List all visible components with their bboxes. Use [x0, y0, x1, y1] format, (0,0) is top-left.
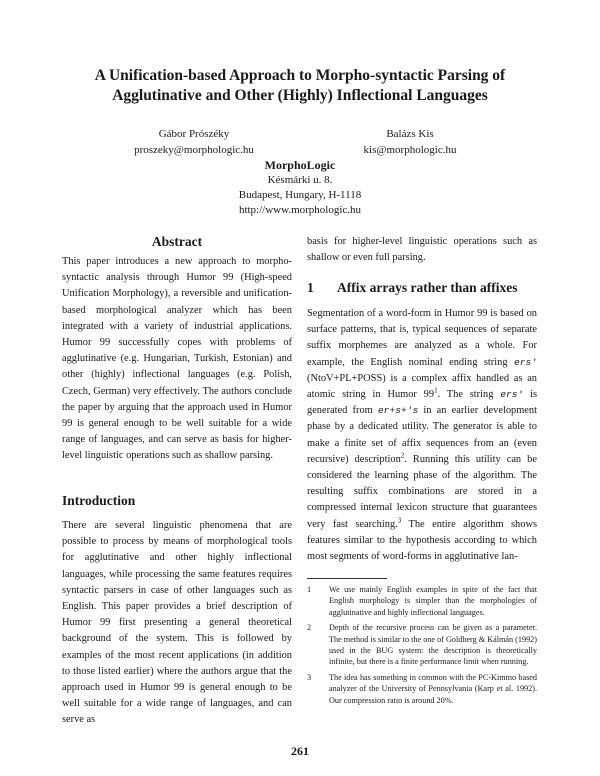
footnotes	[307, 584, 537, 710]
title-line-1: A Unification-based Approach to Morpho-syntactic Parsing of	[94, 67, 506, 84]
abstract-heading: Abstract	[151, 234, 203, 249]
footnote	[307, 584, 537, 618]
affix-string: er+s+'s	[377, 405, 419, 417]
footnote-ref-2: 2	[400, 451, 405, 460]
right-column-top	[307, 234, 537, 266]
affiliation-city: Budapest, Hungary, H-1118	[238, 189, 362, 201]
author-1	[94, 126, 294, 158]
affix-string: ers'	[500, 389, 524, 401]
footnote	[307, 622, 537, 668]
affiliation-url: http://www.morphologic.hu	[238, 204, 362, 216]
title-line-2: Agglutinative and Other (Highly) Inflectional Languages	[112, 87, 488, 104]
footnote-text: Depth of the recursive process can be given as a parameter. The method is similar to the one of Goldberg & Kálmán (1992) used in the BUG system: the description is theoretically infinite, but there is a finite performance limit when running.	[329, 623, 537, 667]
footnote-mark: 1	[307, 585, 312, 594]
affix-string: ers'	[513, 356, 537, 368]
section-1-heading	[307, 280, 517, 296]
section-number: 1	[307, 280, 314, 295]
section-title: Affix arrays rather than affixes	[337, 280, 518, 295]
continuation-text: basis for higher-level linguistic operations such as shallow or even full parsing.	[307, 236, 537, 264]
footnote-divider	[307, 578, 387, 579]
footnote-mark: 2	[307, 623, 312, 633]
paper-title	[60, 66, 540, 106]
author-name: Balázs Kis	[386, 128, 434, 140]
footnote-ref-1: 1	[434, 386, 438, 395]
abstract-text: This paper introduces a new approach to morpho-syntactic analysis through Humor 99 (High-speed Unification Morphology), a reversible and unification-based morphological analyzer which has been integrated with a variety of industrial applications. Humor 99 successfully copes with problems of agglutinative (e.g. Hungarian, Turkish, Estonian) and other (highly) inflectional languages (e.g. Polish, Czech, German) very effectively. The authors conclude the paper by arguing that the approach used in Humor 99 is general enough to be well suitable for a wide range of languages, and can serve as basis for higher-level linguistic operations such as shallow parsing.	[62, 256, 292, 462]
section-1-body	[307, 306, 537, 565]
introduction-heading: Introduction	[62, 493, 136, 508]
page-number: 261	[291, 744, 309, 758]
author-email: proszeky@morphologic.hu	[134, 144, 254, 156]
affiliation	[150, 158, 450, 218]
footnote-ref-3: 3	[397, 516, 402, 525]
abstract-body	[62, 254, 292, 465]
footnote	[307, 672, 537, 706]
affiliation-street: Késmárki u. 8.	[267, 174, 333, 186]
author-name: Gábor Prószéky	[158, 128, 230, 140]
footnote-mark: 3	[307, 672, 312, 682]
introduction-text: There are several linguistic phenomena that are possible to process by means of morphological tools for agglutinative and other highly inflectional languages, while processing the same features requires syntactic parsers in case of other languages such as English. This paper provides a brief description of Humor 99 first presenting a general theoretical background of the system. This is followed by examples of the most recent applications (in addition to those listed earlier) where the authors argue that the approach used in Humor 99 is general enough to be well suitable for a wide range of languages, and can serve as	[62, 520, 292, 726]
footnote-text: The idea has something in common with the PC-Kimmo based analyzer of the University of Pennsylvania (Karp et al. 1992). Our compression ratio is around 20%.	[329, 672, 537, 705]
section-1-paragraph: Segmentation of a word-form in Humor 99 is based on surface patterns, that is, typical sequences of separate suffix morphemes are analyzed as a whole. For example, the English nominal ending string ers' (NtoV+PL+POSS) is a complex affix handled as an atomic string in Humor $99^1$. The string ers' is generated from er+s+'s in an earlier development phase by a dedicated utility. The generator is able to make a finite set of affix sequences from an (even recursive) description$^2$. Running this utility can be considered the learning phase of the algorithm. The resulting suffix combinations are stored in a compressed internal lexicon structure that guarantees very fast searching.$^3$ The entire algorithm shows features similar to the hypothesis according to which most segments of word-forms in agglutinative lan-	[307, 308, 538, 563]
footnote-text: We use mainly English examples in spite of the fact that English morphology is simpler than the morphologies of agglutinative and highly inflectional languages.	[329, 585, 537, 617]
author-2	[310, 126, 510, 158]
author-email: kis@morphologic.hu	[363, 144, 457, 156]
introduction-body	[62, 518, 292, 729]
affiliation-org: MorphoLogic	[264, 158, 336, 172]
